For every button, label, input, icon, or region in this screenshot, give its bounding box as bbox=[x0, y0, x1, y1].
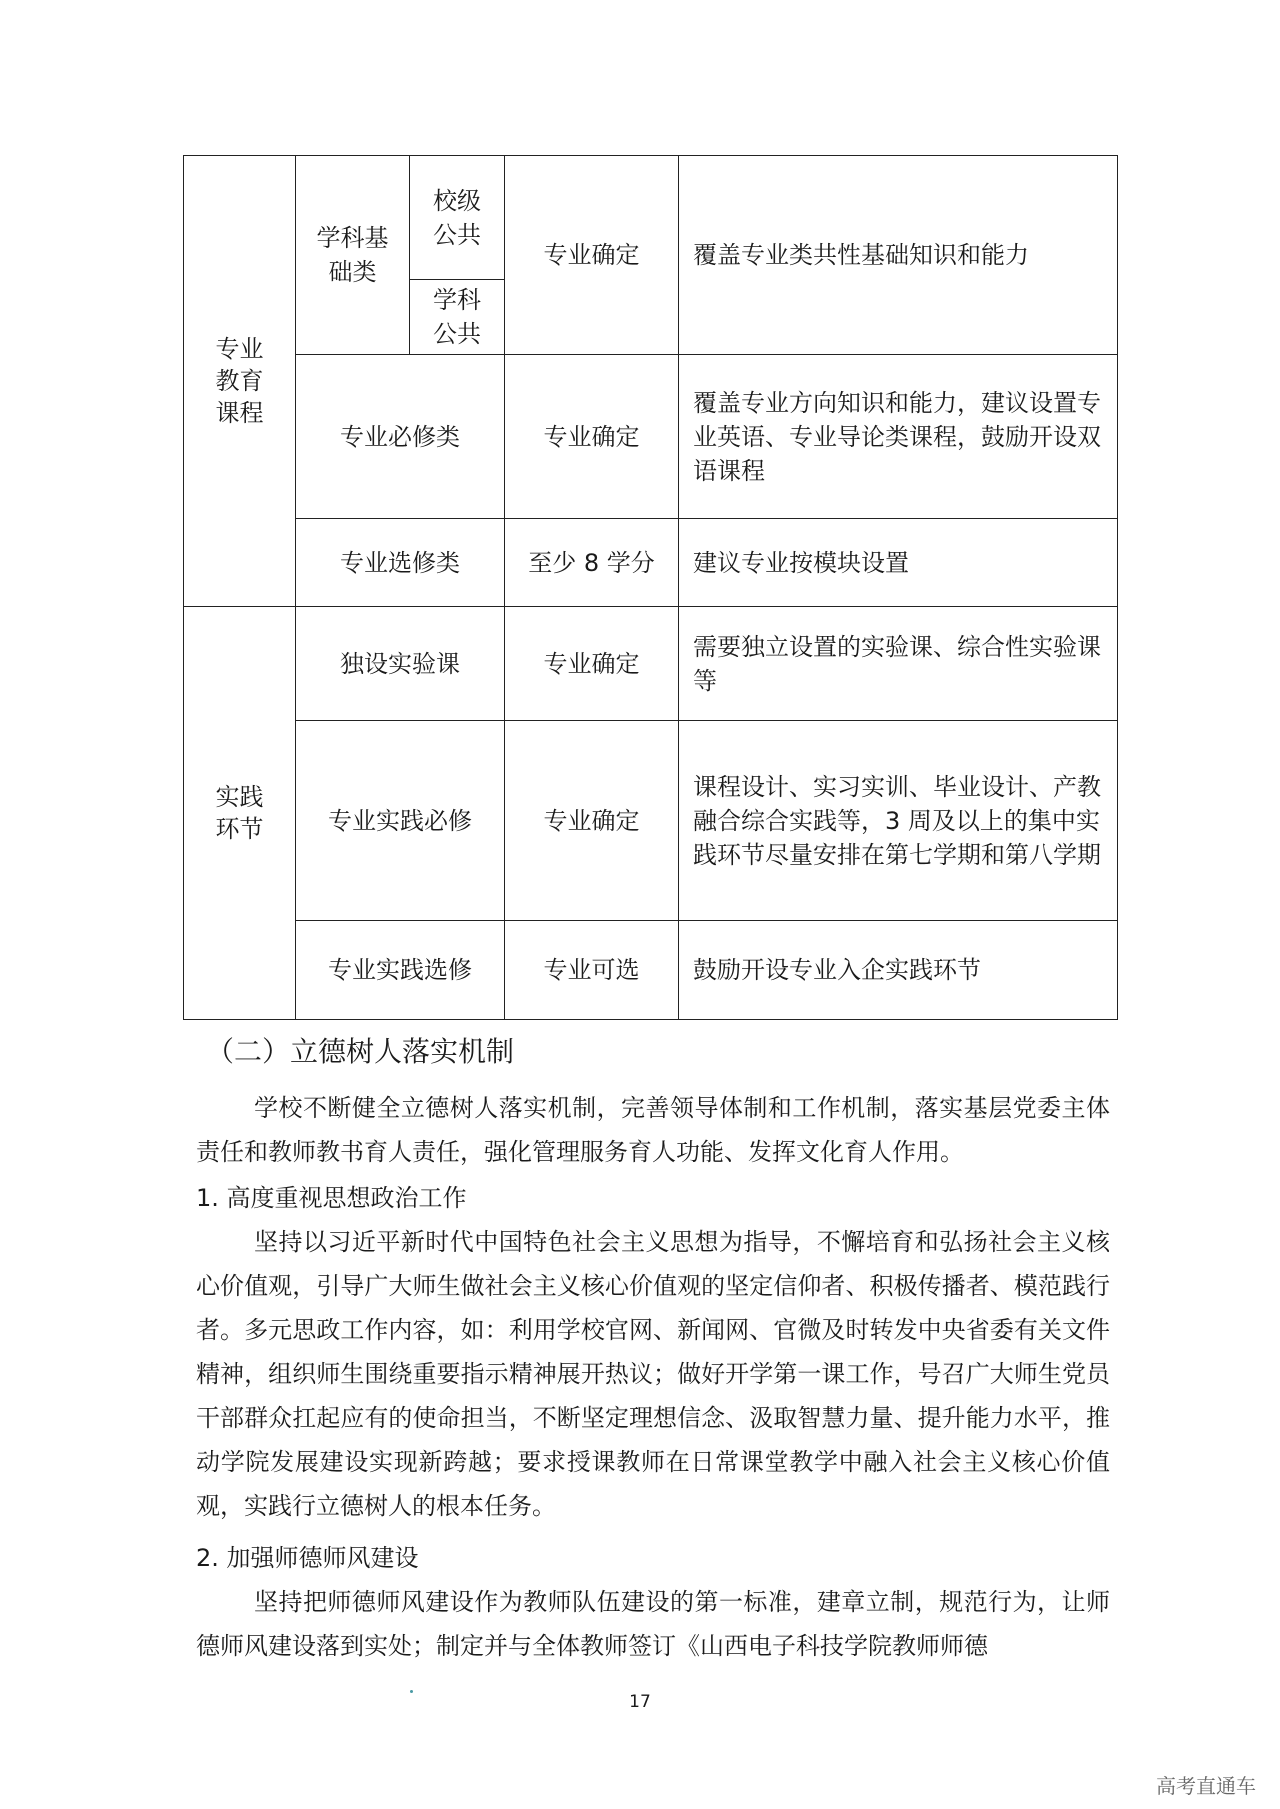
sublevel-cell: 学科公共 bbox=[410, 280, 505, 355]
description-cell: 课程设计、实习实训、毕业设计、产教融合综合实践等，3 周及以上的集中实践环节尽量安排在第七学期和第八学期 bbox=[679, 721, 1118, 921]
subcategory-cell: 专业实践选修 bbox=[296, 921, 505, 1020]
credits-cell: 专业确定 bbox=[505, 156, 679, 355]
table-row bbox=[184, 355, 1118, 519]
subsection-heading: 1. 高度重视思想政治工作 bbox=[196, 1184, 467, 1212]
description-cell: 覆盖专业类共性基础知识和能力 bbox=[679, 156, 1118, 355]
subsection-paragraph: 坚持以习近平新时代中国特色社会主义思想为指导，不懈培育和弘扬社会主义核心价值观，引导广大师生做社会主义核心价值观的坚定信仰者、积极传播者、模范践行者。多元思政工作内容，如：利用学校官网、新闻网、官微及时转发中央省委有关文件精神，组织师生围绕重要指示精神展开热议；做好开学第一课工作，号召广大师生党员干部群众扛起应有的使命担当，不断坚定理想信念、汲取智慧力量、提升能力水平，推动学院发展建设实现新跨越；要求授课教师在日常课堂教学中融入社会主义核心价值观，实践行立德树人的根本任务。 bbox=[196, 1228, 1110, 1520]
subcategory-cell: 学科基础类 bbox=[296, 156, 410, 355]
table-row bbox=[184, 156, 1118, 280]
credits-cell: 专业确定 bbox=[505, 721, 679, 921]
description-cell: 覆盖专业方向知识和能力，建议设置专业英语、专业导论类课程，鼓励开设双语课程 bbox=[679, 355, 1118, 519]
category-professional-cell: 专业教育课程 bbox=[184, 156, 296, 607]
description-cell: 鼓励开设专业入企实践环节 bbox=[679, 921, 1118, 1020]
section-intro-paragraph: 学校不断健全立德树人落实机制，完善领导体制和工作机制，落实基层党委主体责任和教师教书育人责任，强化管理服务育人功能、发挥文化育人作用。 bbox=[196, 1094, 1110, 1166]
subsection-heading: 2. 加强师德师风建设 bbox=[196, 1544, 419, 1572]
subcategory-cell: 专业实践必修 bbox=[296, 721, 505, 921]
table-row bbox=[184, 607, 1118, 721]
credits-cell: 专业确定 bbox=[505, 355, 679, 519]
subsection-paragraph: 坚持把师德师风建设作为教师队伍建设的第一标准，建章立制，规范行为，让师德师风建设落到实处；制定并与全体教师签订《山西电子科技学院教师师德 bbox=[196, 1588, 1110, 1660]
description-cell: 建议专业按模块设置 bbox=[679, 519, 1118, 607]
section-heading: （二）立德树人落实机制 bbox=[206, 1035, 515, 1068]
table-row bbox=[184, 921, 1118, 1020]
table-row bbox=[184, 721, 1118, 921]
table-row bbox=[184, 519, 1118, 607]
credits-cell: 专业确定 bbox=[505, 607, 679, 721]
sublevel-cell: 校级公共 bbox=[410, 156, 505, 280]
credits-cell: 至少 8 学分 bbox=[505, 519, 679, 607]
category-practice-cell: 实践环节 bbox=[184, 607, 296, 1020]
subcategory-cell: 独设实验课 bbox=[296, 607, 505, 721]
description-cell: 需要独立设置的实验课、综合性实验课等 bbox=[679, 607, 1118, 721]
credits-cell: 专业可选 bbox=[505, 921, 679, 1020]
curriculum-table bbox=[183, 155, 1118, 1020]
page-number: 17 bbox=[629, 1692, 651, 1712]
subcategory-cell: 专业选修类 bbox=[296, 519, 505, 607]
watermark-text: 高考直通车 bbox=[1156, 1774, 1256, 1798]
subcategory-cell: 专业必修类 bbox=[296, 355, 505, 519]
